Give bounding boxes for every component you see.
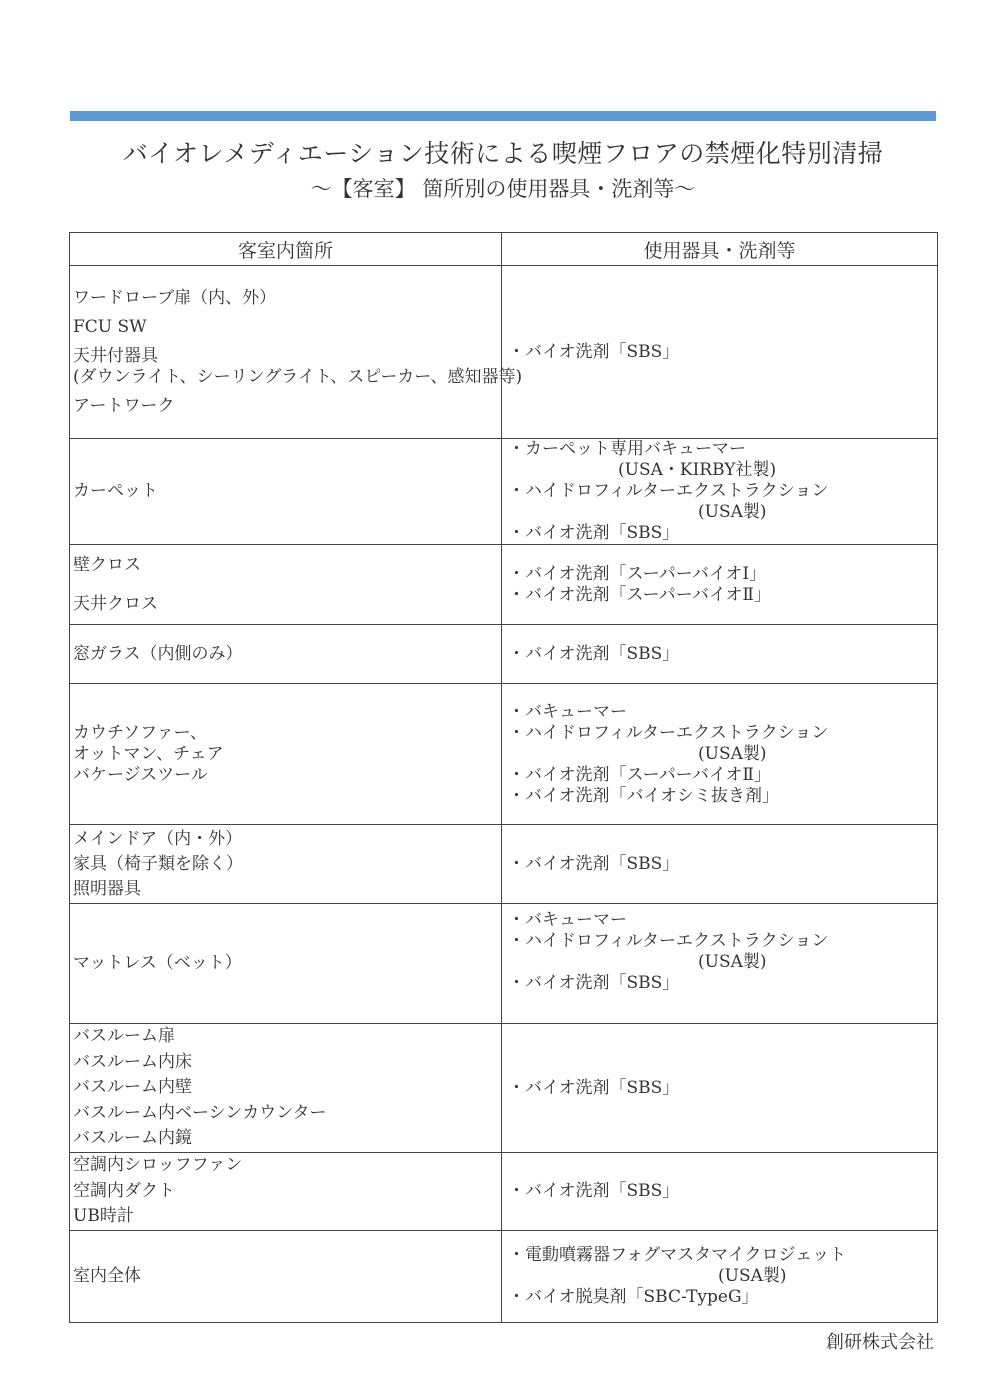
location-text: バスルーム扉 [73,1026,175,1047]
equipment-text: ・バイオ洗剤「スーパーバイオⅠ」 [508,563,767,584]
location-text: (ダウンライト、シーリングライト、スピーカー、感知器等) [73,366,523,387]
equipment-text: (USA製) [698,952,767,972]
table-row [70,266,938,439]
header-equipment: 使用器具・洗剤等 [502,233,938,266]
equipment-cell [502,545,938,625]
location-text: カウチソファー、 [73,722,207,743]
location-cell [70,545,502,625]
page-title: バイオレメディエーション技術による喫煙フロアの禁煙化特別清掃 [122,139,884,168]
equipment-text: (USA・KIRBY社製) [618,460,777,480]
equipment-text: ・バイオ洗剤「SBS」 [508,973,680,993]
cleaning-table [69,232,938,1323]
location-cell [70,625,502,684]
equipment-text: ・バイオ洗剤「スーパーバイオⅡ」 [508,584,771,605]
location-text: カーペット [73,481,158,501]
location-cell [70,1230,502,1322]
location-text: 窓ガラス（内側のみ） [73,643,243,664]
equipment-text: ・バイオ脱臭剤「SBC-TypeG」 [508,1286,759,1307]
equipment-cell [502,684,938,825]
location-text: バスルーム内ベーシンカウンター [73,1102,327,1123]
location-text: バケージスツール [73,764,208,785]
location-text: メインドア（内・外） [73,828,243,849]
equipment-text: ・ハイドロフィルターエクストラクション [508,931,829,951]
page-subtitle: ～【客室】 箇所別の使用器具・洗剤等～ [310,177,696,201]
location-cell [70,439,502,545]
location-text: バスルーム内壁 [73,1077,192,1098]
equipment-text: ・バキューマー [508,701,627,722]
location-text: 空調内シロッフファン [73,1155,243,1175]
location-text: 照明器具 [73,878,141,899]
equipment-cell [502,266,938,439]
equipment-text: ・カーペット専用バキューマー [508,439,746,459]
location-text: アートワーク [73,395,175,416]
equipment-cell [502,1230,938,1322]
table-row [70,545,938,625]
equipment-text: (USA製) [718,1265,787,1286]
equipment-cell [502,825,938,904]
location-text: 家具（椅子類を除く） [73,853,243,874]
location-text: バスルーム内鏡 [73,1128,192,1149]
table-row [70,439,938,545]
equipment-text: (USA製) [698,502,767,522]
table-row [70,904,938,1024]
equipment-text: (USA製) [698,743,767,764]
table-row [70,684,938,825]
location-text: 壁クロス [73,554,141,575]
equipment-text: ・バイオ洗剤「SBS」 [508,341,680,362]
location-text: オットマン、チェア [73,743,224,764]
header-accent-bar [70,111,936,121]
location-cell [70,904,502,1024]
equipment-cell [502,439,938,545]
location-text: 天井付器具 [73,345,158,366]
location-text: ワードローブ扉（内、外） [73,287,277,308]
location-text: 空調内ダクト [73,1180,175,1201]
table-row [70,625,938,684]
equipment-text: ・バイオ洗剤「SBS」 [508,853,680,874]
equipment-cell [502,904,938,1024]
location-text: FCU SW [73,316,147,337]
table-row [70,1153,938,1231]
location-text: マットレス（ベット） [73,953,242,973]
equipment-text: ・バイオ洗剤「SBS」 [508,523,680,543]
location-cell [70,1153,502,1231]
equipment-text: ・バキューマー [508,910,627,930]
equipment-text: ・バイオ洗剤「SBS」 [508,1180,680,1201]
location-text: バスルーム内床 [73,1051,192,1072]
header-location: 客室内箇所 [70,233,502,266]
equipment-text: ・ハイドロフィルターエクストラクション [508,722,829,743]
equipment-text: ・電動噴霧器フォグマスタマイクロジェット [508,1244,847,1265]
table-row [70,1230,938,1322]
equipment-text: ・バイオ洗剤「スーパーバイオⅡ」 [508,764,771,785]
company-name: 創研株式会社 [826,1332,934,1353]
equipment-text: ・ハイドロフィルターエクストラクション [508,481,829,501]
location-cell [70,1024,502,1153]
equipment-cell [502,1153,938,1231]
table-header-row [70,233,938,266]
location-text: UB時計 [73,1206,134,1226]
location-cell [70,684,502,825]
equipment-cell [502,1024,938,1153]
equipment-text: ・バイオ洗剤「バイオシミ抜き剤」 [508,785,779,806]
location-text: 室内全体 [73,1265,141,1286]
location-text: 天井クロス [73,593,158,614]
table-row [70,1024,938,1153]
equipment-text: ・バイオ洗剤「SBS」 [508,1077,680,1098]
table-row [70,825,938,904]
equipment-text: ・バイオ洗剤「SBS」 [508,643,680,664]
location-cell [70,825,502,904]
equipment-cell [502,625,938,684]
location-cell [70,266,523,439]
